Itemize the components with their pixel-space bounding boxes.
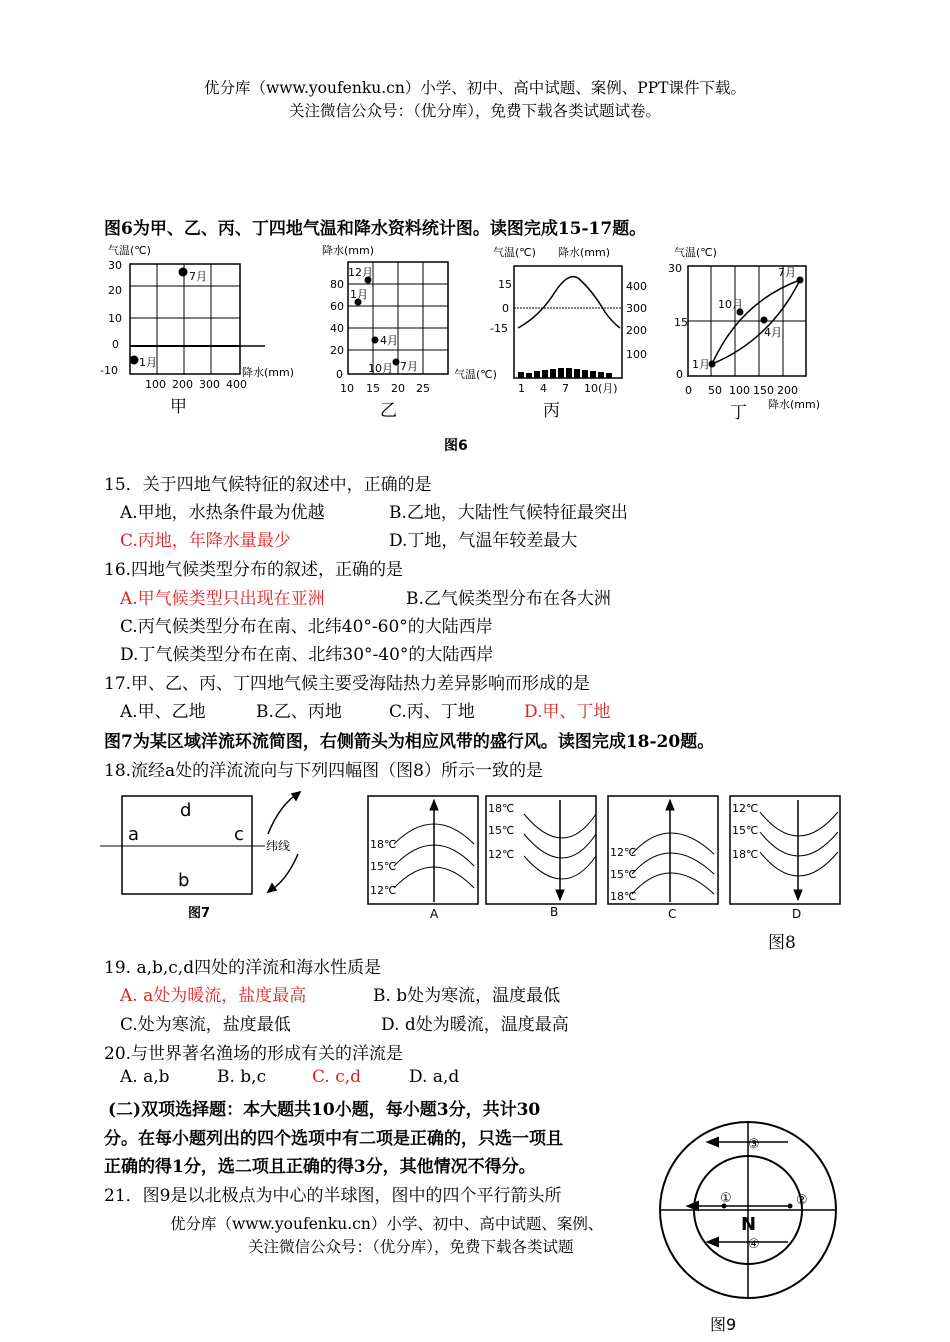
ding-xtick-4: 200 [777, 384, 798, 397]
q15-option-c: C.丙地，年降水量最少 [120, 531, 291, 551]
jia-xtick-3: 400 [226, 378, 247, 391]
section2-line-3: 正确的得1分，选二项且正确的得3分，其他情况不得分。 [104, 1157, 536, 1177]
bing-ytick-left-0: 15 [498, 278, 512, 291]
q15-stem: 15．关于四地气候特征的叙述中，正确的是 [104, 475, 432, 495]
ding-ytick-0: 30 [668, 262, 682, 275]
figure-6 [100, 240, 830, 455]
yi-ytick-3: 20 [330, 344, 344, 357]
figure-7 [100, 784, 340, 924]
jia-ylabel: 气温(℃) [108, 244, 151, 257]
fig7-caption: 图7 [188, 906, 211, 921]
q19-option-b: B. b处为寒流，温度最低 [373, 986, 561, 1006]
yi-xlabel: 气温(℃) [454, 368, 497, 381]
fig7-b: b [178, 870, 190, 891]
ding-label-apr: 4月 [764, 326, 782, 339]
bing-xtick-2: 7 [562, 382, 569, 395]
bing-xtick-0: 1 [518, 382, 525, 395]
fig8c-iso-0: 12℃ [610, 846, 637, 859]
figure-8 [364, 794, 844, 924]
jia-ytick-0: 30 [108, 259, 122, 272]
yi-label-oct: 10月 [368, 362, 393, 375]
fig7-d: d [180, 800, 192, 821]
bing-ytick-right-3: 100 [626, 348, 647, 361]
ding-ylabel: 气温(℃) [674, 246, 717, 259]
jia-label-july: 7月 [189, 270, 207, 283]
q15-option-b: B.乙地，大陆性气候特征最突出 [389, 503, 628, 523]
yi-name: 乙 [380, 401, 397, 421]
ding-name: 丁 [730, 403, 747, 423]
fig8b-iso-0: 18℃ [488, 802, 515, 815]
fig9-marker-1: ① [720, 1191, 732, 1206]
yi-label-jan: 1月 [350, 288, 368, 301]
q16-option-d: D.丁气候类型分布在南、北纬30°-40°的大陆西岸 [120, 645, 494, 665]
fig9-caption: 图9 [710, 1315, 737, 1334]
chart-yi [322, 243, 497, 421]
q20-option-a: A. a,b [120, 1067, 170, 1087]
chart-jia [100, 243, 294, 417]
q16-stem: 16.四地气候类型分布的叙述，正确的是 [104, 560, 404, 580]
yi-xtick-0: 10 [340, 382, 354, 395]
section2-line-2: 分。在每小题列出的四个选项中有二项是正确的，只选一项且 [104, 1129, 563, 1149]
bing-ylabel-left: 气温(℃) [493, 246, 536, 259]
q20-option-c: C. c,d [312, 1067, 362, 1087]
bing-ylabel-right: 降水(mm) [558, 246, 611, 259]
chart-bing [490, 245, 647, 421]
jia-xlabel: 降水(mm) [242, 366, 295, 379]
jia-xtick-0: 100 [145, 378, 166, 391]
fig8d-iso-2: 18℃ [732, 848, 759, 861]
fig8-label-d: D [792, 907, 802, 921]
q15-option-d: D.丁地，气温年较差最大 [389, 531, 578, 551]
fig9-pole: N [741, 1214, 757, 1235]
ding-xtick-2: 100 [729, 384, 750, 397]
fig9-marker-4: ④ [748, 1237, 760, 1252]
yi-xtick-2: 20 [391, 382, 405, 395]
header-line-1: 优分库（www.youfenku.cn）小学、初中、高中试题、案例、PPT课件下载。 [203, 79, 747, 97]
ding-ytick-1: 15 [674, 316, 688, 329]
q19-option-d: D. d处为暖流，温度最高 [381, 1015, 569, 1035]
footer-line-2: 关注微信公众号：（优分库），免费下载各类试题 [248, 1238, 574, 1256]
q17-option-c: C.丙、丁地 [389, 702, 475, 722]
q18-stem: 18.流经a处的洋流流向与下列四幅图（图8）所示一致的是 [104, 761, 543, 781]
ding-label-jan: 1月 [692, 358, 710, 371]
yi-label-apr: 4月 [380, 334, 398, 347]
yi-ytick-1: 60 [330, 300, 344, 313]
yi-ytick-0: 80 [330, 278, 344, 291]
bing-xtick-1: 4 [540, 382, 547, 395]
fig8a-iso-0: 18℃ [370, 838, 397, 851]
ding-xtick-0: 0 [685, 384, 692, 397]
q17-stem: 17.甲、乙、丙、丁四地气候主要受海陆热力差异影响而形成的是 [104, 674, 591, 694]
q16-option-b: B.乙气候类型分布在各大洲 [406, 589, 611, 609]
q16-option-a: A.甲气候类型只出现在亚洲 [120, 589, 325, 609]
jia-label-jan: 1月 [139, 356, 157, 369]
fig8c-iso-1: 15℃ [610, 868, 637, 881]
q19-option-c: C.处为寒流，盐度最低 [120, 1015, 291, 1035]
intro-fig7: 图7为某区域洋流环流简图，右侧箭头为相应风带的盛行风。读图完成18-20题。 [104, 732, 715, 752]
fig9-marker-3: ③ [748, 1137, 760, 1152]
jia-point-july [179, 268, 187, 276]
yi-ylabel: 降水(mm) [322, 244, 375, 257]
fig8-caption: 图8 [768, 933, 796, 953]
ding-xtick-1: 50 [708, 384, 722, 397]
fig9-marker-2: ② [796, 1193, 808, 1208]
fig8a-iso-2: 12℃ [370, 884, 397, 897]
q17-option-d: D.甲、丁地 [524, 702, 611, 722]
q16-option-c: C.丙气候类型分布在南、北纬40°-60°的大陆西岸 [120, 617, 493, 637]
bing-name: 丙 [543, 401, 560, 421]
q19-option-a: A. a处为暖流，盐度最高 [120, 986, 307, 1006]
yi-xtick-1: 15 [366, 382, 380, 395]
bing-xtick-3: 10(月) [584, 382, 618, 395]
jia-ytick-1: 20 [108, 284, 122, 297]
q21-stem: 21．图9是以北极点为中心的半球图，图中的四个平行箭头所 [104, 1186, 562, 1206]
bing-ytick-left-1: 0 [502, 302, 509, 315]
jia-xtick-2: 300 [199, 378, 220, 391]
bing-ytick-right-1: 300 [626, 302, 647, 315]
jia-name: 甲 [170, 397, 187, 417]
fig8a-iso-1: 15℃ [370, 860, 397, 873]
q17-option-b: B.乙、丙地 [256, 702, 342, 722]
figure-9 [648, 1118, 848, 1338]
q20-option-d: D. a,d [409, 1067, 460, 1087]
yi-ytick-4: 0 [336, 368, 343, 381]
yi-xtick-3: 25 [416, 382, 430, 395]
fig6-caption: 图6 [444, 438, 468, 454]
fig8-label-a: A [430, 907, 439, 921]
ding-xlabel: 降水(mm) [768, 398, 821, 411]
ding-label-jul: 7月 [778, 266, 796, 279]
yi-label-dec: 12月 [348, 266, 373, 279]
q19-stem: 19. a,b,c,d四处的洋流和海水性质是 [104, 958, 382, 978]
fig8b-iso-2: 12℃ [488, 848, 515, 861]
yi-label-jul: 7月 [400, 360, 418, 373]
bing-ytick-left-2: -15 [490, 322, 508, 335]
jia-ytick-3: 0 [112, 338, 119, 351]
jia-xtick-1: 200 [172, 378, 193, 391]
fig7-a: a [128, 824, 140, 845]
bing-ytick-right-2: 200 [626, 324, 647, 337]
ding-xtick-3: 150 [753, 384, 774, 397]
jia-ytick-2: 10 [108, 312, 122, 325]
q20-option-b: B. b,c [217, 1067, 267, 1087]
q15-option-a: A.甲地，水热条件最为优越 [120, 503, 325, 523]
ding-label-oct: 10月 [718, 298, 743, 311]
ding-ytick-2: 0 [676, 368, 683, 381]
jia-point-jan [130, 356, 138, 364]
fig8-label-c: C [668, 907, 677, 921]
header-line-2: 关注微信公众号：（优分库），免费下载各类试题试卷。 [288, 102, 661, 120]
fig8d-iso-1: 15℃ [732, 824, 759, 837]
fig7-latitude: 纬线 [266, 839, 291, 853]
chart-ding [668, 245, 820, 423]
fig7-c: c [234, 824, 244, 845]
fig8c-iso-2: 18℃ [610, 890, 637, 903]
footer-line-1: 优分库（www.youfenku.cn）小学、初中、高中试题、案例、 [170, 1215, 604, 1233]
bing-ytick-right-0: 400 [626, 280, 647, 293]
section2-line-1: (二)双项选择题：本大题共10小题，每小题3分，共计30 [108, 1100, 541, 1120]
yi-ytick-2: 40 [330, 322, 344, 335]
jia-ytick-4: -10 [100, 364, 118, 377]
fig8b-iso-1: 15℃ [488, 824, 515, 837]
fig8-label-b: B [550, 905, 559, 919]
q17-option-a: A.甲、乙地 [120, 702, 206, 722]
q20-stem: 20.与世界著名渔场的形成有关的洋流是 [104, 1044, 404, 1064]
intro-fig6: 图6为甲、乙、丙、丁四地气温和降水资料统计图。读图完成15-17题。 [104, 219, 647, 239]
fig8d-iso-0: 12℃ [732, 802, 759, 815]
